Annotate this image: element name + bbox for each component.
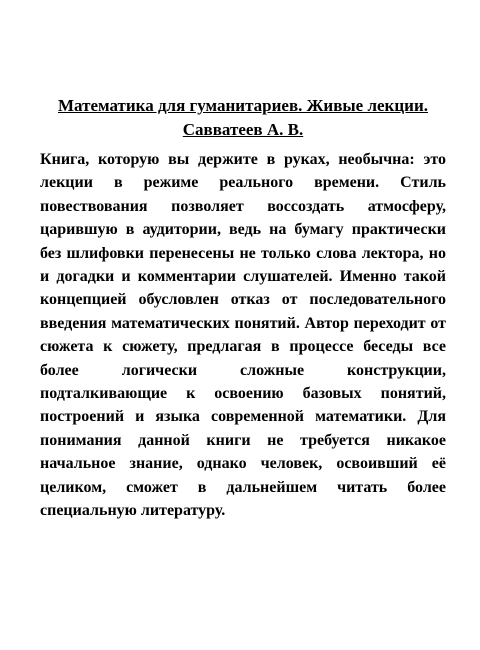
- document-page: [40, 94, 446, 523]
- document-title: Математика для гуманитариев. Живые лекции. Савватеев А. В.: [58, 96, 428, 139]
- document-body: Книга, которую вы держите в руках, необычна: это лекции в режиме реального времени. Стиль повествования позволяет воссоздать атмосферу, царившую в аудитории, ведь на бумагу практически без шлифовки перенесены не только слова лектора, но и догадки и комментарии слушателей. Именно такой концепцией обусловлен отказ от последовательного введения математических понятий. Автор переходит от сюжета к сюжету, предлагая в процессе беседы все более логически сложные конструкции, подталкивающие к освоению базовых понятий, построений и языка современной математики. Для понимания данной книги не требуется никакое начальное знание, однако человек, освоивший её целиком, сможет в дальнейшем читать более специальную литературу.: [40, 151, 446, 520]
